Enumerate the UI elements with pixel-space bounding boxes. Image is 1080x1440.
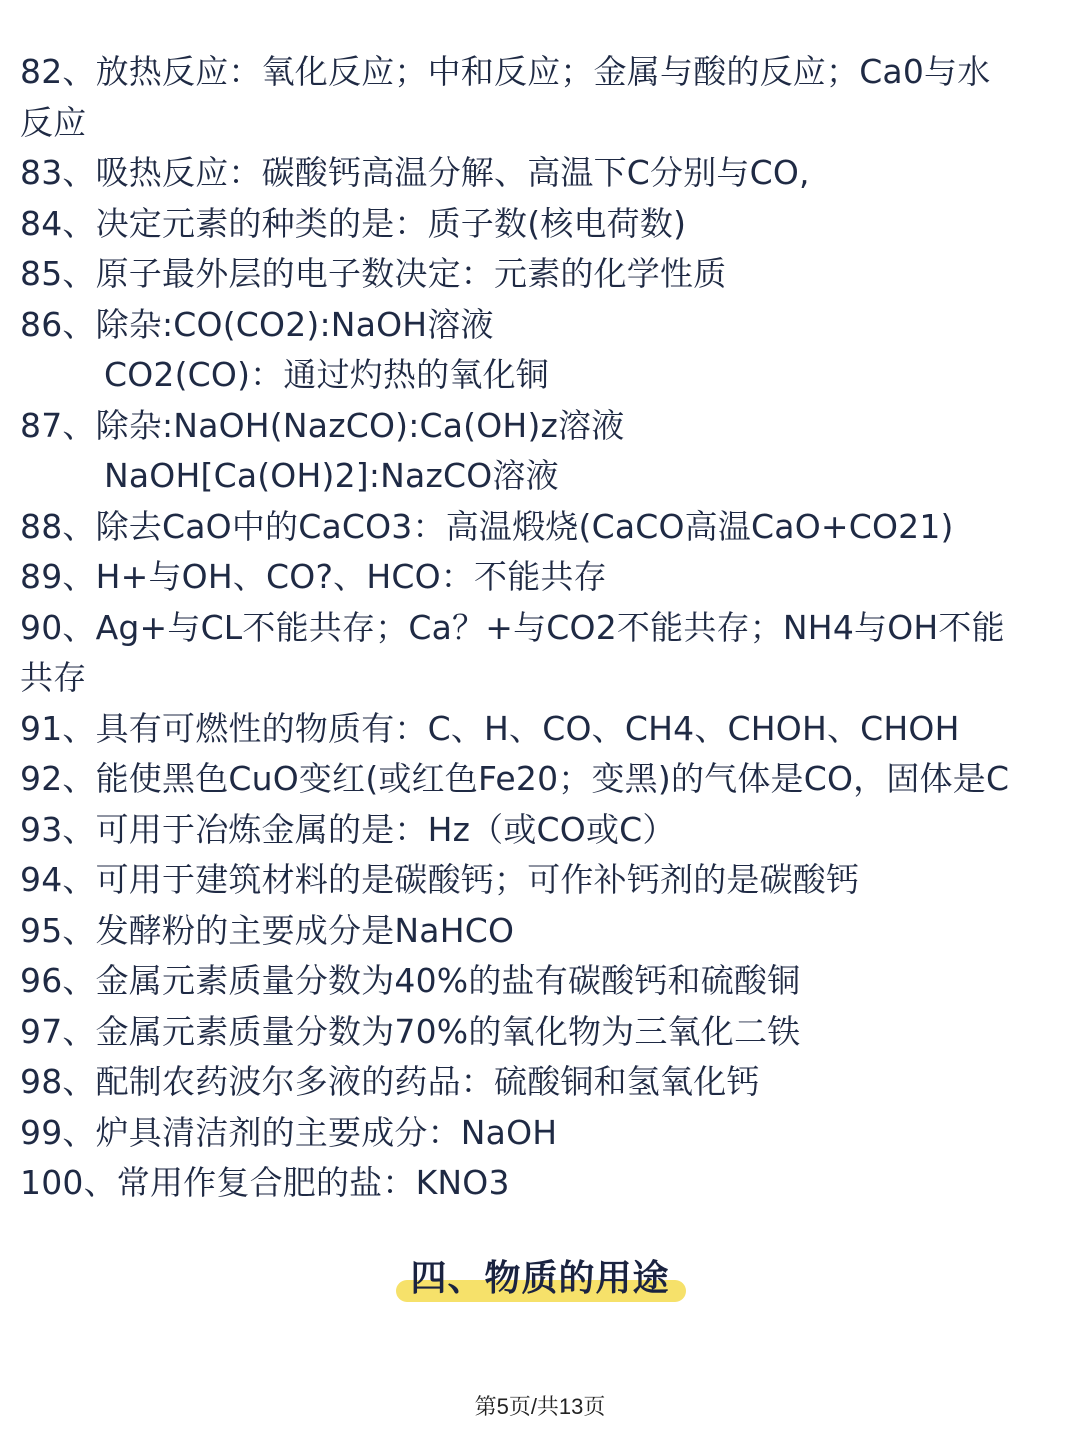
list-line-98: 98、配制农药波尔多液的药品：硫酸铜和氢氧化钙 [20, 1062, 760, 1101]
list-line-96: 96、金属元素质量分数为40%的盐有碳酸钙和硫酸铜 [20, 961, 801, 1000]
list-line-99: 99、炉具清洁剂的主要成分：NaOH [20, 1112, 558, 1152]
section-heading [0, 1252, 1080, 1306]
list-line-90b: 共存 [20, 658, 87, 697]
list-line-87a: 87、除杂:NaOH(NazCO):Ca(OH)z溶液 [20, 405, 625, 445]
list-line-97: 97、金属元素质量分数为70%的氧化物为三氧化二铁 [20, 1011, 801, 1051]
list-line-88: 88、除去CaO中的CaCO3：高温煅烧(CaCO高温CaO+CO21) [20, 506, 954, 546]
list-line-92: 92、能使黑色CuO变红(或红色Fe20；变黑)的气体是CO，固体是C [20, 759, 1010, 798]
list-line-83: 83、吸热反应：碳酸钙高温分解、高温下C分别与CO, [20, 153, 810, 192]
knowledge-list [20, 47, 1065, 1209]
page-number-footer: 第5页/共13页 [474, 1394, 606, 1419]
list-line-84: 84、决定元素的种类的是：质子数(核电荷数) [20, 203, 687, 243]
list-line-82a: 82、放热反应：氧化反应；中和反应；金属与酸的反应；Ca0与水 [20, 52, 991, 91]
list-line-87b: NaOH[Ca(OH)2]:NazCO溶液 [104, 456, 559, 495]
list-line-85: 85、原子最外层的电子数决定：元素的化学性质 [20, 254, 727, 293]
list-line-89: 89、H+与OH、CO?、HCO：不能共存 [20, 557, 607, 596]
section-heading-text: 四、物质的用途 [410, 1258, 670, 1299]
list-line-90a: 90、Ag+与CL不能共存；Ca？+与CO2不能共存；NH4与OH不能 [20, 607, 1005, 647]
list-line-91: 91、具有可燃性的物质有：C、H、CO、CH4、CHOH、CHOH [20, 708, 960, 748]
list-line-94: 94、可用于建筑材料的是碳酸钙；可作补钙剂的是碳酸钙 [20, 860, 860, 899]
list-line-93: 93、可用于冶炼金属的是：Hz（或CO或C） [20, 809, 676, 849]
list-line-100: 100、常用作复合肥的盐：KNO3 [20, 1163, 510, 1202]
list-line-86a: 86、除杂:CO(CO2):NaOH溶液 [20, 304, 494, 344]
list-line-86b: CO2(CO)：通过灼热的氧化铜 [104, 355, 549, 394]
list-line-82b: 反应 [20, 102, 87, 142]
list-line-95: 95、发酵粉的主要成分是NaHCO [20, 910, 515, 950]
section-heading-wrap [398, 1252, 681, 1306]
